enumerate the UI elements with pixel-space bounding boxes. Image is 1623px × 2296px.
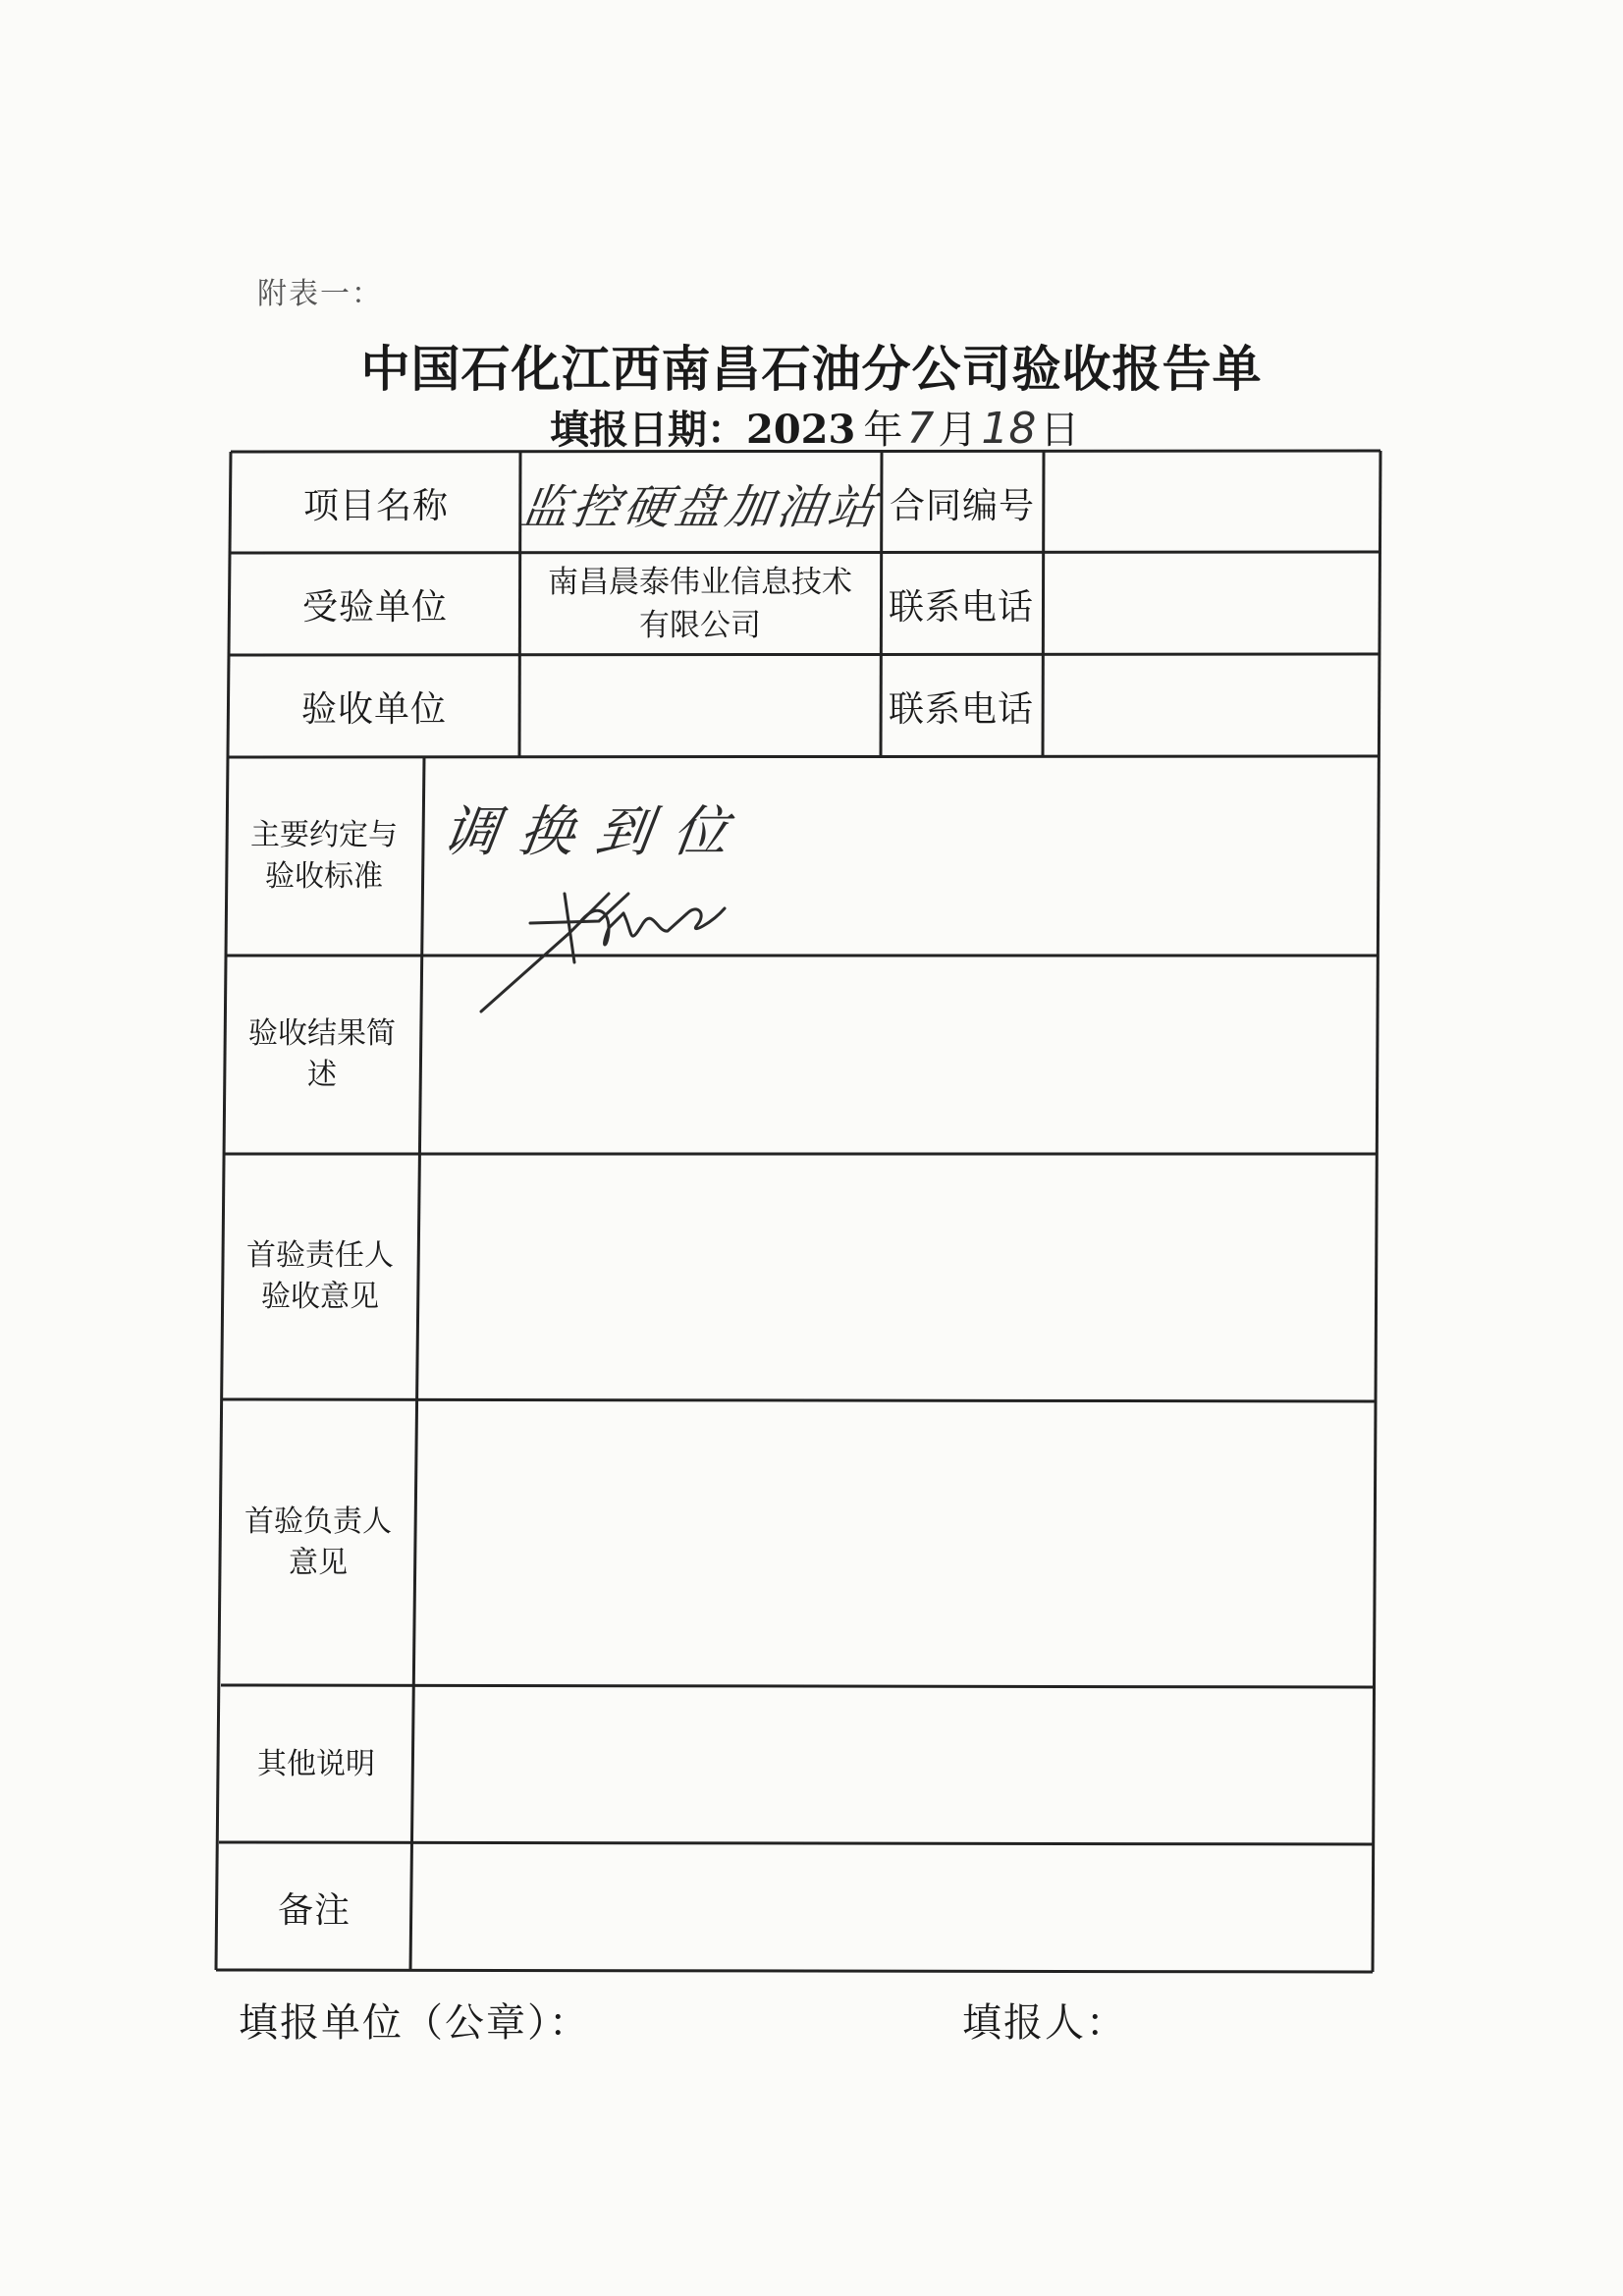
fill-date-day: 18 bbox=[981, 404, 1037, 454]
phone-label-2: 联系电话 bbox=[888, 688, 1034, 730]
first-responsible-label-line1: 首验责任人 bbox=[246, 1238, 394, 1273]
footer-unit-label: 填报单位（公章）： bbox=[239, 2000, 590, 2046]
project-name-label: 项目名称 bbox=[302, 485, 449, 526]
document-title: 中国石化江西南昌石油分公司验收报告单 bbox=[360, 341, 1263, 398]
contract-no-label: 合同编号 bbox=[889, 485, 1035, 526]
remark-value[interactable] bbox=[414, 1845, 1371, 1969]
agreement-label-line2: 验收标准 bbox=[265, 859, 383, 894]
fill-date-label: 填报日期：2023 bbox=[550, 407, 856, 453]
remark-label: 备注 bbox=[277, 1889, 351, 1931]
phone-label-1: 联系电话 bbox=[888, 586, 1034, 628]
contract-no-value[interactable] bbox=[1045, 454, 1379, 552]
result-label-line1: 验收结果简 bbox=[248, 1016, 396, 1051]
accepted-unit-value-line2: 有限公司 bbox=[639, 608, 761, 643]
result-label-line2: 述 bbox=[307, 1058, 337, 1092]
phone-value-1[interactable] bbox=[1044, 555, 1378, 653]
other-label: 其他说明 bbox=[257, 1747, 375, 1781]
agreement-label-line1: 主要约定与 bbox=[250, 818, 398, 852]
first-head-label-line2: 意见 bbox=[289, 1546, 348, 1580]
first-head-label-line1: 首验负责人 bbox=[244, 1504, 392, 1539]
first-responsible-label bbox=[224, 1156, 416, 1397]
acceptor-unit-value[interactable] bbox=[520, 657, 880, 755]
agreement-label bbox=[228, 759, 420, 954]
other-value[interactable] bbox=[416, 1688, 1371, 1841]
first-head-label bbox=[222, 1402, 414, 1683]
result-value[interactable] bbox=[422, 957, 1375, 1152]
accepted-unit-value-line1: 南昌晨泰伟业信息技术 bbox=[548, 565, 852, 600]
project-name-handwriting: 监控硬盘加油站 bbox=[517, 479, 884, 535]
fill-date-year-unit: 年 bbox=[863, 408, 903, 453]
accepted-unit-value[interactable] bbox=[520, 555, 880, 653]
fill-date-month-unit: 月 bbox=[938, 408, 978, 453]
accepted-unit-label: 受验单位 bbox=[301, 586, 448, 628]
fill-date bbox=[550, 399, 1079, 455]
agreement-handwriting: 调换到位 bbox=[438, 800, 754, 864]
phone-value-2[interactable] bbox=[1044, 657, 1378, 755]
fill-date-day-unit: 日 bbox=[1040, 408, 1080, 453]
fill-date-month: 7 bbox=[906, 404, 935, 454]
result-label bbox=[226, 957, 418, 1152]
project-name-value[interactable] bbox=[517, 454, 884, 552]
acceptor-unit-label: 验收单位 bbox=[300, 688, 447, 730]
annex-label: 附表一： bbox=[257, 277, 383, 311]
first-head-value[interactable] bbox=[418, 1402, 1371, 1683]
first-responsible-label-line2: 验收意见 bbox=[261, 1280, 379, 1314]
footer-person-label: 填报人： bbox=[962, 2000, 1127, 2046]
first-responsible-value[interactable] bbox=[420, 1156, 1373, 1397]
